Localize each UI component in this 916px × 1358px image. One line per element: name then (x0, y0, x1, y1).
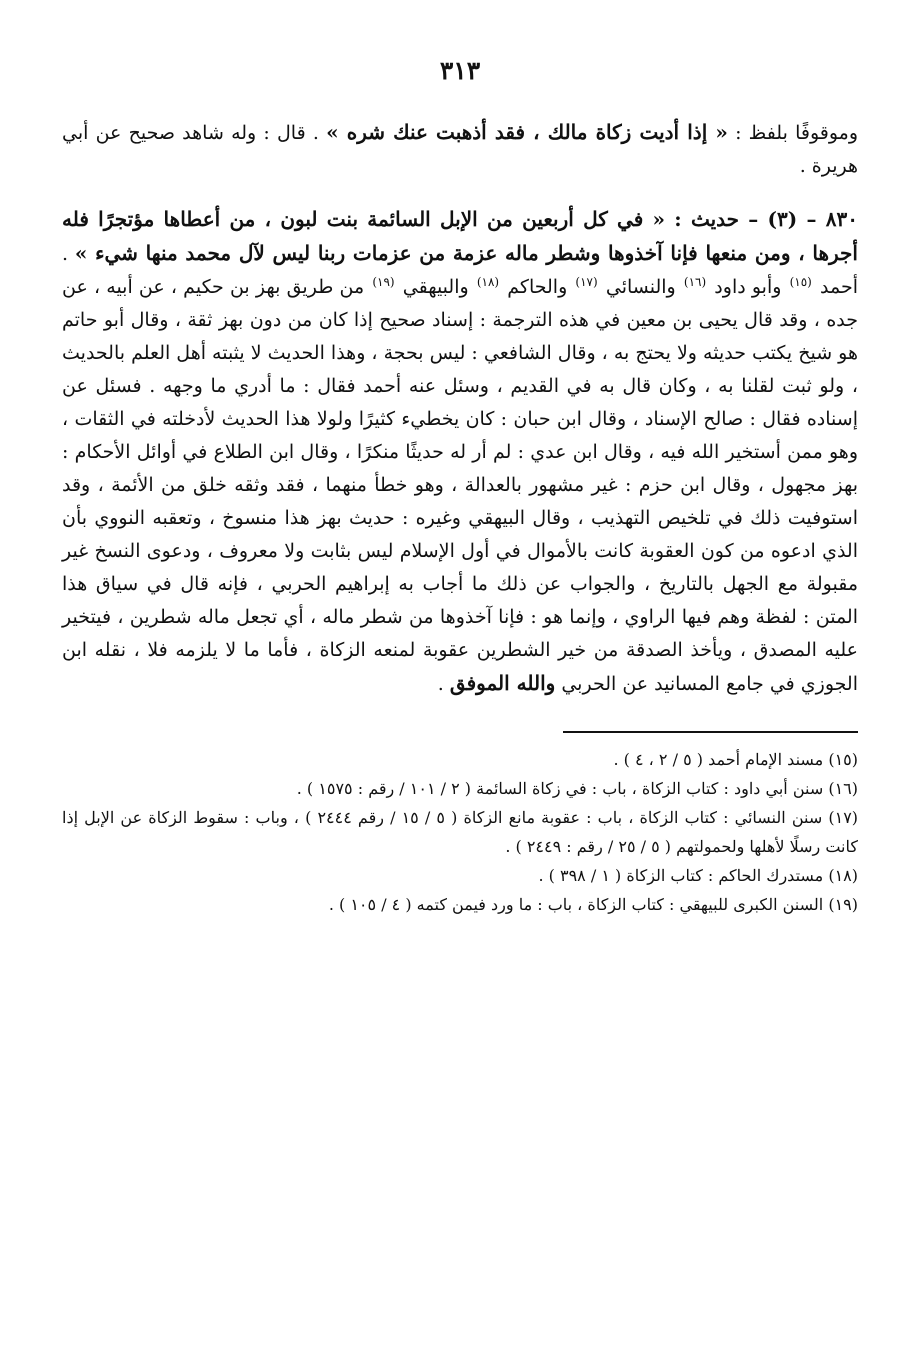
page-number: ٣١٣ (439, 56, 481, 85)
commentary-text: من طريق بهز بن حكيم ، عن أبيه ، عن جده ، وقد قال يحيى بن معين في هذه الترجمة : إسناد صحيح إذا كان من دون بهز ثقة ، وقال أبو حاتم هو شيخ يكتب حديثه ولا يحتج به ، وقال الشافعي : ليس بحجة ، وهذا الحديث لا يثبته أهل العلم بالحديث ، ولو ثبت لقلنا به ، وكان قال به في القديم ، وسئل عنه أحمد فقال : ما أدري ما وجهه . فسئل عن إسناده فقال : صالح الإسناد ، وقال ابن حبان : كان يخطيء كثيرًا ولولا هذا الحديث لأدخلته في الثقات ، وهو ممن أستخير الله فيه ، وقال ابن عدي : لم أر له حديثًا منكرًا ، وقال ابن الطلاع في أوائل الأحكام : بهز مجهول ، وقال ابن حزم : غير مشهور بالعدالة ، وهو خطأ منهما ، فقد وثقه خلق من الأئمة ، وقد استوفيت ذلك في تلخيص التهذيب ، وقال البيهقي وغيره : حديث بهز هذا منسوخ ، وتعقبه النووي بأن الذي ادعوه من كون العقوبة كانت بالأموال في أول الإسلام ليس بثابت ولا معروف ، ودعوى النسخ غير مقبولة مع الجهل بالتاريخ ، والجواب عن ذلك ما أجاب به إبراهيم الحربي ، فإنه قال في سياق هذا المتن : لفظة وهم فيها الراوي ، وإنما هو : فإنا آخذوها من شطر ماله ، أي تجعل ماله شطرين ، فيتخير عليه المصدق ، ويأخذ الصدقة من خير الشطرين عقوبة لمنعه الزكاة ، فأما ما لا يلزمه فلا ، نقله ابن الجوزي في جامع المسانيد عن الحربي (62, 276, 858, 695)
footnote-18: (١٨) مستدرك الحاكم : كتاب الزكاة ( ١ / ٣٩٨ ) . (538, 866, 858, 885)
footnote-ref-19[interactable]: (١٩) (372, 274, 395, 289)
source-text: وأبو داود (708, 276, 788, 298)
book-page (62, 52, 858, 1322)
closing-period: . (437, 673, 450, 695)
source-text: والنسائي (599, 276, 682, 298)
source-text: والحاكم (501, 276, 574, 298)
footnote-15: (١٥) مسند الإمام أحمد ( ٥ / ٢ ، ٤ ) . (613, 750, 858, 769)
footnote-ref-17[interactable]: (١٧) (575, 274, 598, 289)
footnote-17: (١٧) سنن النسائي : كتاب الزكاة ، باب : عقوبة مانع الزكاة ( ٥ / ١٥ / رقم ٢٤٤٤ ) ، وباب : سقوط الزكاة عن الإبل إذا كانت رسلًا لأهلها ولحمولتهم ( ٥ / ٢٥ / رقم : ٢٤٤٩ ) . (62, 808, 859, 856)
closing-phrase: والله الموفق (449, 671, 556, 695)
hadith-quote-zakat: « إذا أديت زكاة مالك ، فقد أذهبت عنك شره » (326, 120, 728, 144)
footnote-16: (١٦) سنن أبي داود : كتاب الزكاة ، باب : في زكاة السائمة ( ٢ / ١٠١ / رقم : ١٥٧٥ ) . (296, 779, 858, 798)
footnote-separator (563, 731, 858, 733)
source-text: والبيهقي (396, 276, 475, 298)
footnote-19: (١٩) السنن الكبرى للبيهقي : كتاب الزكاة ، باب : ما ورد فيمن كتمه ( ٤ / ١٠٥ ) . (328, 895, 858, 914)
hadith-quote-camels: « في كل أربعين من الإبل السائمة بنت لبون ، من أعطاها مؤتجرًا فله أجرها ، ومن منعها فإنا آخذوها وشطر ماله عزمة من عزمات ربنا ليس لآل محمد منها شيء » (62, 207, 858, 265)
footnote-ref-15[interactable]: (١٥) (789, 274, 812, 289)
footnote-ref-16[interactable]: (١٦) (683, 274, 707, 289)
footnotes (62, 745, 858, 919)
footnote-ref-18[interactable]: (١٨) (476, 274, 500, 289)
hadith-number: ٨٣٠ – (٣) – حديث : (665, 207, 858, 231)
paragraph-tail: . قال : وله شاهد صحيح عن أبي هريرة . (62, 122, 858, 177)
paragraph-mawquf (62, 116, 858, 183)
paragraph-intro: وموقوفًا بلفظ : (727, 122, 859, 144)
source-text: . أحمد (62, 243, 858, 298)
hadith-entry-830 (62, 203, 858, 701)
